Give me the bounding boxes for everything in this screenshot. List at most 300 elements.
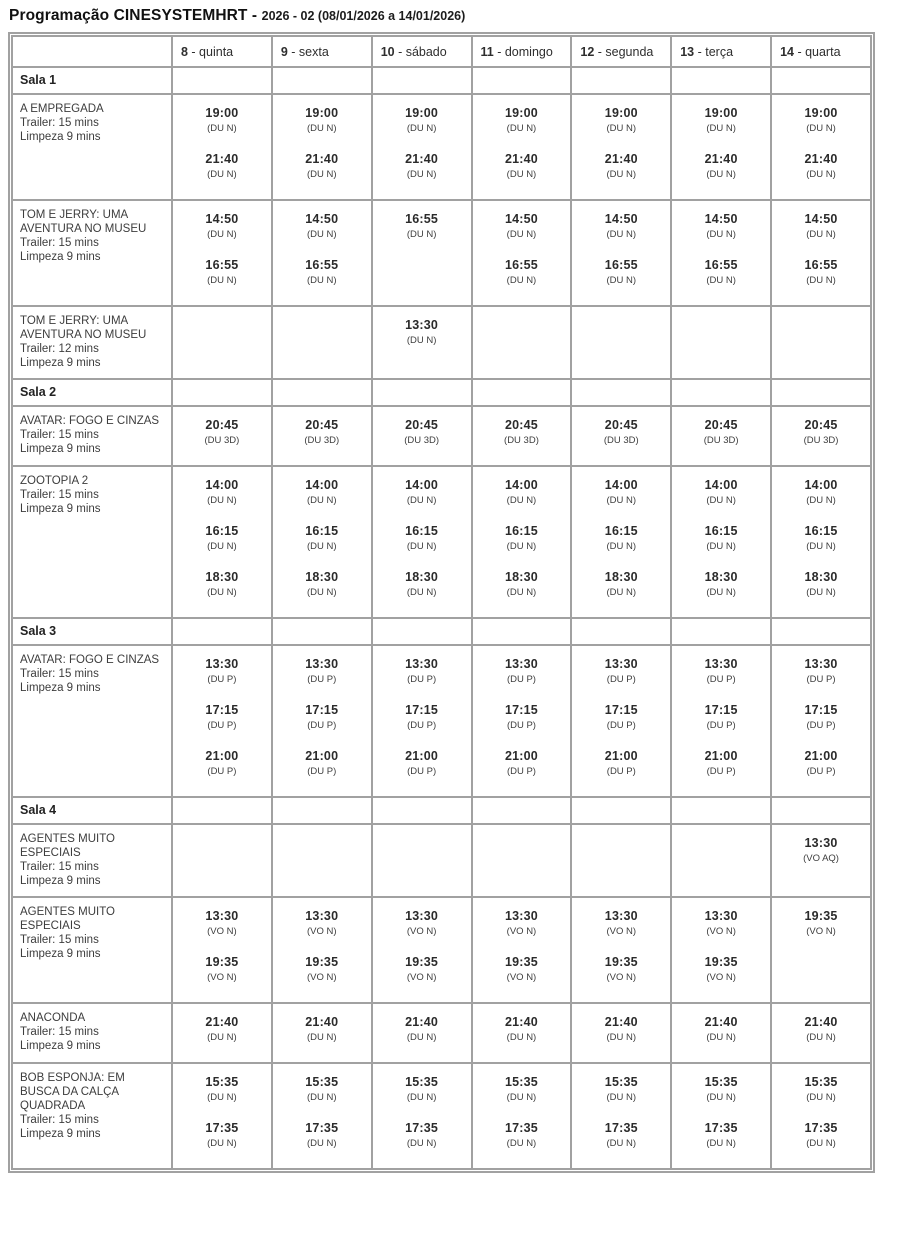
corner-cell: [12, 36, 172, 67]
movie-row: [12, 1063, 871, 1169]
showtime: [476, 417, 568, 447]
showtime-time: 19:35: [604, 955, 638, 969]
showtime-time: 21:40: [405, 1015, 439, 1029]
movie-detail: Trailer: 12 mins: [20, 343, 99, 355]
showtime-cell: [372, 897, 472, 1003]
showtime: [675, 417, 767, 447]
showtime-time: 13:30: [504, 657, 538, 671]
showtime-format: (DU 3D): [603, 435, 639, 446]
showtime-cell: [771, 406, 871, 466]
showtime-cell: [571, 406, 671, 466]
showtime-time: 19:35: [504, 955, 538, 969]
showtime-cell: [671, 1063, 771, 1169]
showtime: [575, 477, 667, 507]
showtime-cell: [671, 200, 771, 306]
showtime-format: (DU N): [406, 169, 437, 180]
showtime-cell: [372, 94, 472, 200]
sala-empty-cell: [472, 618, 572, 645]
showtime: [575, 151, 667, 181]
showtime-format: (VO N): [406, 926, 437, 937]
showtime: [675, 1120, 767, 1150]
showtime-format: (DU N): [706, 1032, 736, 1043]
showtime-format: (DU N): [806, 275, 836, 286]
showtime-format: (DU P): [606, 766, 636, 777]
movie-info-cell: [12, 306, 172, 379]
showtime-time: 20:45: [604, 418, 638, 432]
showtime-format: (DU 3D): [204, 435, 240, 446]
showtime-format: (VO N): [506, 972, 537, 983]
movie-row: [12, 897, 871, 1003]
showtime-time: 19:35: [305, 955, 339, 969]
showtime-time: 13:30: [305, 657, 339, 671]
showtime-format: (DU N): [606, 495, 637, 506]
showtime-time: 15:35: [604, 1075, 638, 1089]
sala-row: [12, 618, 871, 645]
showtime-cell: [771, 645, 871, 797]
showtime-format: (DU N): [606, 275, 637, 286]
showtime-format: (DU N): [306, 587, 337, 598]
showtime: [376, 1074, 468, 1104]
showtime-time: 20:45: [405, 418, 439, 432]
showtime-cell: [671, 406, 771, 466]
showtime-time: 13:30: [305, 909, 339, 923]
showtime-cell: [372, 406, 472, 466]
showtime: [775, 908, 867, 938]
page-title-brand: Programação CINESYSTEMHRT -: [9, 7, 258, 24]
movie-row: [12, 824, 871, 897]
sala-empty-cell: [771, 67, 871, 94]
showtime: [775, 835, 867, 865]
showtime: [575, 523, 667, 553]
showtime-time: 20:45: [704, 418, 738, 432]
movie-detail: Limpeza 9 mins: [20, 503, 101, 515]
showtime: [176, 908, 268, 938]
showtime-cell: [472, 94, 572, 200]
movie-info-cell: [12, 200, 172, 306]
movie-detail: Trailer: 15 mins: [20, 668, 99, 680]
sala-row: [12, 797, 871, 824]
showtime: [775, 569, 867, 599]
showtime: [276, 954, 368, 984]
showtime: [775, 523, 867, 553]
showtime-format: (DU N): [506, 495, 537, 506]
showtime-cell: [272, 466, 372, 618]
showtime: [675, 702, 767, 732]
showtime-format: (DU N): [207, 1032, 237, 1043]
showtime-format: (DU 3D): [304, 435, 340, 446]
showtime: [575, 748, 667, 778]
showtime-format: (DU N): [406, 335, 437, 346]
showtime: [675, 908, 767, 938]
showtime-format: (DU P): [207, 766, 237, 777]
showtime-format: (DU N): [606, 1138, 637, 1149]
day-name: - segunda: [594, 45, 654, 59]
showtime-time: 21:40: [504, 1015, 538, 1029]
showtime-format: (DU P): [407, 766, 437, 777]
showtime-format: (DU N): [406, 587, 437, 598]
showtime-time: 16:15: [604, 524, 638, 538]
showtime-format: (VO N): [406, 972, 437, 983]
showtime: [276, 748, 368, 778]
movie-detail: Limpeza 9 mins: [20, 357, 101, 369]
showtime-time: 16:55: [604, 258, 638, 272]
movie-title: AGENTES MUITO ESPECIAIS: [20, 833, 115, 859]
showtime-format: (DU N): [207, 541, 237, 552]
showtime-time: 21:40: [804, 152, 838, 166]
showtime-format: (DU N): [306, 541, 337, 552]
movie-detail: Trailer: 15 mins: [20, 117, 99, 129]
showtime-cell: [571, 824, 671, 897]
showtime: [376, 211, 468, 241]
showtime-format: (DU N): [706, 541, 736, 552]
day-number: 11: [480, 45, 494, 59]
showtime-format: (DU N): [207, 1138, 237, 1149]
showtime-format: (DU P): [706, 766, 736, 777]
day-number: 9: [280, 45, 288, 59]
showtime-cell: [472, 306, 572, 379]
showtime: [176, 1074, 268, 1104]
movie-detail: Trailer: 15 mins: [20, 934, 99, 946]
showtime-time: 20:45: [804, 418, 838, 432]
showtime: [575, 211, 667, 241]
showtime-format: (DU N): [806, 495, 836, 506]
showtime-time: 13:30: [704, 909, 738, 923]
showtime-format: (DU N): [706, 275, 736, 286]
showtime-cell: [771, 1063, 871, 1169]
showtime-cell: [472, 824, 572, 897]
showtime-format: (DU N): [306, 1032, 337, 1043]
showtime-format: (DU N): [506, 1138, 537, 1149]
showtime-format: (VO AQ): [803, 853, 839, 864]
showtime: [575, 1074, 667, 1104]
showtime-format: (DU N): [806, 169, 836, 180]
showtime: [176, 151, 268, 181]
movie-detail: Trailer: 15 mins: [20, 237, 99, 249]
showtime-cell: [571, 645, 671, 797]
showtime-time: 17:35: [604, 1121, 638, 1135]
showtime-time: 21:40: [305, 1015, 339, 1029]
sala-empty-cell: [571, 67, 671, 94]
showtime-format: (VO N): [207, 972, 237, 983]
showtime-format: (DU P): [806, 674, 836, 685]
day-number: 12: [580, 45, 595, 59]
page-title: [9, 7, 907, 25]
showtime-time: 21:00: [504, 749, 538, 763]
showtime: [675, 257, 767, 287]
showtime-time: 18:30: [504, 570, 538, 584]
showtime-cell: [671, 94, 771, 200]
showtime-cell: [172, 1063, 272, 1169]
sala-empty-cell: [372, 379, 472, 406]
movie-row: [12, 645, 871, 797]
showtime: [176, 748, 268, 778]
showtime-time: 21:00: [405, 749, 439, 763]
schedule-table-body: [12, 67, 871, 1169]
showtime: [775, 477, 867, 507]
day-header-sexta: [272, 36, 372, 67]
showtime: [575, 1120, 667, 1150]
sala-empty-cell: [771, 618, 871, 645]
showtime: [476, 257, 568, 287]
showtime-time: 21:40: [205, 1015, 239, 1029]
showtime-format: (DU N): [706, 229, 736, 240]
showtime-time: 14:50: [604, 212, 638, 226]
showtime: [276, 1074, 368, 1104]
showtime: [476, 1074, 568, 1104]
showtime-time: 14:00: [205, 478, 239, 492]
showtime-format: (DU N): [506, 275, 537, 286]
showtime-cell: [172, 1003, 272, 1063]
showtime-time: 14:50: [205, 212, 239, 226]
day-header-terça: [671, 36, 771, 67]
showtime: [675, 656, 767, 686]
showtime-time: 21:40: [704, 1015, 738, 1029]
showtime-format: (DU N): [406, 229, 437, 240]
showtime: [376, 702, 468, 732]
sala-empty-cell: [671, 797, 771, 824]
movie-info-cell: [12, 1063, 172, 1169]
showtime-time: 15:35: [804, 1075, 838, 1089]
showtime: [675, 211, 767, 241]
showtime-time: 21:40: [305, 152, 339, 166]
showtime-format: (DU N): [606, 587, 637, 598]
movie-title: ZOOTOPIA 2: [20, 475, 89, 487]
day-number: 14: [780, 45, 794, 59]
showtime-time: 16:15: [804, 524, 838, 538]
showtime: [476, 748, 568, 778]
showtime-time: 17:35: [305, 1121, 339, 1135]
showtime: [276, 417, 368, 447]
showtime-format: (DU N): [207, 275, 237, 286]
showtime-time: 13:30: [405, 318, 439, 332]
showtime-format: (DU N): [406, 1138, 437, 1149]
showtime-cell: [472, 406, 572, 466]
showtime-format: (VO N): [706, 926, 736, 937]
movie-detail: Trailer: 15 mins: [20, 429, 99, 441]
showtime-format: (DU N): [606, 1032, 637, 1043]
showtime-format: (DU N): [706, 1138, 736, 1149]
showtime-format: (DU N): [306, 275, 337, 286]
showtime-cell: [571, 200, 671, 306]
showtime-time: 19:00: [405, 106, 439, 120]
showtime-format: (DU P): [706, 674, 736, 685]
showtime: [675, 477, 767, 507]
schedule-table-frame: [8, 32, 875, 1173]
schedule-table: [11, 35, 872, 1170]
day-name: - quinta: [187, 45, 234, 59]
showtime-time: 16:55: [804, 258, 838, 272]
showtime-cell: [272, 1003, 372, 1063]
showtime-format: (DU N): [306, 1092, 337, 1103]
sala-empty-cell: [472, 797, 572, 824]
showtime-format: (DU N): [606, 1092, 637, 1103]
movie-row: [12, 466, 871, 618]
showtime: [276, 151, 368, 181]
showtime: [176, 1014, 268, 1044]
showtime-time: 20:45: [205, 418, 239, 432]
movie-detail: Limpeza 9 mins: [20, 131, 101, 143]
showtime-time: 18:30: [604, 570, 638, 584]
showtime-time: 17:35: [804, 1121, 838, 1135]
sala-empty-cell: [372, 618, 472, 645]
showtime: [675, 151, 767, 181]
showtime-format: (VO N): [806, 926, 836, 937]
showtime-cell: [172, 200, 272, 306]
showtime-cell: [671, 1003, 771, 1063]
showtime-format: (DU 3D): [504, 435, 539, 446]
sala-empty-cell: [272, 379, 372, 406]
movie-detail: Limpeza 9 mins: [20, 948, 101, 960]
sala-empty-cell: [272, 67, 372, 94]
showtime: [476, 211, 568, 241]
showtime-time: 14:00: [704, 478, 738, 492]
showtime-cell: [671, 897, 771, 1003]
showtime-time: 13:30: [804, 657, 838, 671]
showtime-format: (DU P): [806, 766, 836, 777]
showtime: [176, 257, 268, 287]
movie-title: AVATAR: FOGO E CINZAS: [20, 654, 160, 666]
showtime-cell: [272, 406, 372, 466]
showtime: [376, 523, 468, 553]
showtime-format: (DU N): [506, 1092, 537, 1103]
showtime-format: (DU N): [806, 1032, 836, 1043]
showtime: [476, 656, 568, 686]
showtime-time: 21:00: [704, 749, 738, 763]
showtime: [476, 477, 568, 507]
showtime: [775, 748, 867, 778]
showtime-time: 18:30: [205, 570, 239, 584]
sala-empty-cell: [671, 379, 771, 406]
showtime-format: (VO N): [606, 926, 637, 937]
day-header-sábado: [372, 36, 472, 67]
showtime: [775, 1074, 867, 1104]
showtime-time: 17:35: [405, 1121, 439, 1135]
showtime-time: 19:00: [604, 106, 638, 120]
showtime-time: 15:35: [205, 1075, 239, 1089]
movie-detail: Limpeza 9 mins: [20, 875, 101, 887]
showtime-cell: [172, 306, 272, 379]
showtime: [176, 417, 268, 447]
showtime-time: 14:00: [305, 478, 339, 492]
showtime-time: 20:45: [305, 418, 339, 432]
showtime: [376, 1014, 468, 1044]
showtime: [675, 569, 767, 599]
showtime-format: (DU N): [806, 541, 836, 552]
showtime-time: 19:00: [305, 106, 339, 120]
showtime: [476, 702, 568, 732]
showtime: [276, 908, 368, 938]
showtime-time: 17:15: [504, 703, 538, 717]
showtime-format: (DU N): [207, 495, 237, 506]
showtime-format: (DU 3D): [703, 435, 739, 446]
showtime-cell: [172, 466, 272, 618]
showtime-time: 20:45: [504, 418, 538, 432]
showtime: [276, 702, 368, 732]
showtime-cell: [172, 824, 272, 897]
showtime-time: 21:40: [804, 1015, 838, 1029]
showtime: [775, 656, 867, 686]
showtime-time: 13:30: [405, 657, 439, 671]
movie-info-cell: [12, 94, 172, 200]
showtime-cell: [172, 897, 272, 1003]
showtime-format: (DU P): [806, 720, 836, 731]
showtime: [775, 1120, 867, 1150]
showtime-format: (DU N): [506, 169, 537, 180]
showtime-cell: [272, 306, 372, 379]
showtime-cell: [272, 200, 372, 306]
showtime-format: (DU N): [306, 169, 337, 180]
showtime-format: (DU N): [506, 541, 537, 552]
showtime: [675, 105, 767, 135]
showtime: [476, 1120, 568, 1150]
showtime-cell: [272, 645, 372, 797]
showtime: [176, 702, 268, 732]
showtime-time: 17:15: [604, 703, 638, 717]
movie-row: [12, 406, 871, 466]
showtime: [276, 477, 368, 507]
showtime-time: 13:30: [205, 909, 239, 923]
showtime-time: 13:30: [604, 657, 638, 671]
showtime-format: (DU N): [706, 495, 736, 506]
sala-label: Sala 1: [12, 67, 172, 94]
sala-label: Sala 4: [12, 797, 172, 824]
showtime-cell: [771, 897, 871, 1003]
showtime: [276, 1014, 368, 1044]
showtime-time: 21:00: [305, 749, 339, 763]
showtime-format: (VO N): [306, 972, 337, 983]
showtime-cell: [372, 1063, 472, 1169]
movie-detail: Limpeza 9 mins: [20, 1128, 101, 1140]
day-name: - domingo: [493, 45, 553, 59]
day-header-quinta: [172, 36, 272, 67]
showtime: [376, 317, 468, 347]
showtime: [675, 954, 767, 984]
showtime-format: (DU N): [606, 229, 637, 240]
showtime: [675, 1074, 767, 1104]
showtime-cell: [771, 1003, 871, 1063]
showtime: [575, 569, 667, 599]
showtime: [775, 211, 867, 241]
showtime-format: (DU P): [506, 674, 536, 685]
showtime: [575, 702, 667, 732]
movie-info-cell: [12, 406, 172, 466]
showtime-format: (VO N): [606, 972, 637, 983]
showtime-cell: [372, 824, 472, 897]
showtime-cell: [571, 94, 671, 200]
showtime: [675, 523, 767, 553]
showtime-time: 19:00: [504, 106, 538, 120]
showtime-format: (DU P): [307, 766, 337, 777]
showtime-cell: [671, 645, 771, 797]
showtime-format: (DU N): [207, 169, 237, 180]
showtime-time: 16:55: [405, 212, 439, 226]
showtime-cell: [372, 200, 472, 306]
showtime: [276, 211, 368, 241]
showtime-time: 14:00: [504, 478, 538, 492]
showtime: [376, 748, 468, 778]
showtime-time: 15:35: [704, 1075, 738, 1089]
movie-info-cell: [12, 897, 172, 1003]
sala-empty-cell: [671, 618, 771, 645]
showtime-format: (DU P): [706, 720, 736, 731]
showtime: [575, 417, 667, 447]
showtime-time: 16:55: [205, 258, 239, 272]
showtime: [376, 477, 468, 507]
showtime-time: 14:00: [804, 478, 838, 492]
sala-empty-cell: [571, 618, 671, 645]
showtime-time: 17:15: [804, 703, 838, 717]
showtime-cell: [571, 466, 671, 618]
